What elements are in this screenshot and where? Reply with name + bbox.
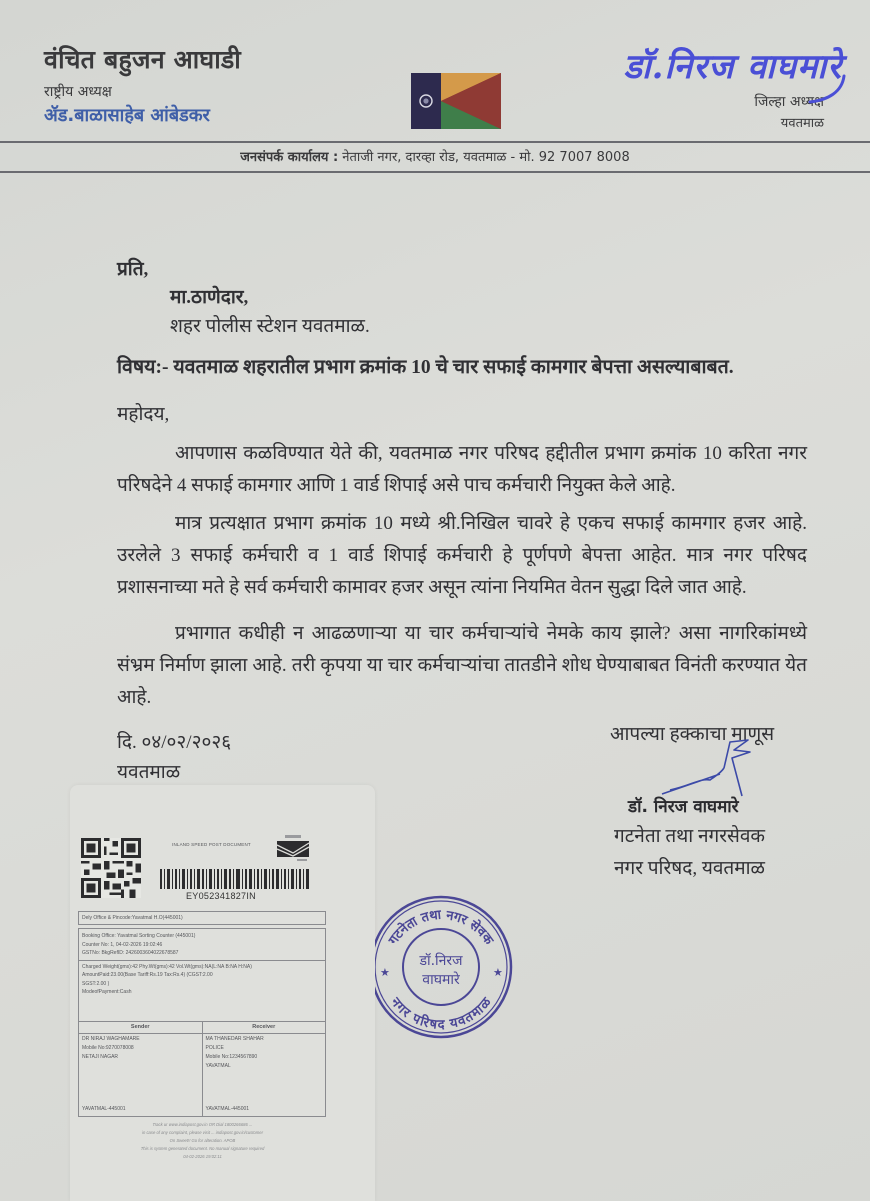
party-flag-icon — [411, 73, 501, 129]
sender-pin: YAVATMAL-445001 — [82, 1106, 126, 1112]
signature-icon — [660, 738, 770, 798]
district-name: यवतमाळ — [780, 116, 824, 131]
receiver-line: MA THANEDAR SHAHAR — [205, 1036, 264, 1042]
svg-text:★: ★ — [380, 966, 390, 979]
subject-line: विषय:- यवतमाळ शहरातील प्रभाग क्रमांक 10 चे चार सफाई कामगार बेपत्ता असल्याबाबत. — [117, 357, 734, 378]
booking-line: Counter No: 1, 04-02-2026 19:02:46 — [82, 941, 163, 948]
sender-line: DR NIRAJ WAGHAMARE — [82, 1036, 140, 1042]
swoosh-icon — [808, 74, 848, 104]
body-paragraph: आपणास कळविण्यात येते की, यवतमाळ नगर परिषद हद्दीतील प्रभाग क्रमांक 10 करिता नगर परिषदेने 4 सफाई कामगार आणि 1 वार्ड शिपाई असे पाच कर्मचारी नियुक्त केले आहे. — [117, 443, 807, 496]
receipt-footnotes — [80, 1121, 325, 1161]
receiver-column — [202, 1022, 326, 1116]
barcode-icon — [160, 869, 310, 889]
qr-code-icon — [81, 838, 141, 898]
booking-line: Booking Office: Yavatmal Sorting Counter (445001) — [82, 933, 196, 939]
body-paragraph: प्रभागात कधीही न आढळणाऱ्या या चार कर्मचाऱ्यांचे नेमके काय झाले? असा नागरिकांमध्ये संभ्रम निर्माण झाला आहे. तरी कृपया या चार कर्मचाऱ्यांचा तातडीने शोध घेण्याबाबत विनंती करण्यात येत आहे. — [117, 623, 807, 708]
signer-organization: नगर परिषद, यवतमाळ — [614, 858, 765, 879]
stamp-inner-line2: वाघमारे — [422, 972, 460, 988]
party-name: वंचित बहुजन आघाडी — [44, 45, 241, 74]
receiver-line: YAVATMAL — [205, 1063, 231, 1069]
salutation: महोदय, — [117, 404, 170, 425]
signer-name: डॉ. निरज वाघमारे — [628, 797, 739, 817]
charge-line: ModeofPayment:Cash — [82, 989, 132, 995]
stamp-outer-top: गटनेता तथा नगर सेवक — [385, 907, 496, 948]
sender-line: Mobile No:9270078008 — [82, 1045, 134, 1051]
letter-date: दि. ०४/०२/२०२६ — [117, 732, 232, 753]
addressee-station: शहर पोलीस स्टेशन यवतमाळ. — [170, 316, 370, 337]
booking-divider — [79, 960, 325, 961]
receiver-line: Mobile No:1234567890 — [205, 1054, 258, 1060]
document-type: INLAND SPEED POST DOCUMENT — [172, 842, 251, 847]
booking-details — [78, 928, 326, 1022]
footnote-line: On Sweet!! Go for alteration. APOB — [169, 1138, 236, 1143]
footnote-line: This is system generated document. No manual signature required — [140, 1146, 265, 1151]
president-label: राष्ट्रीय अध्यक्ष — [44, 84, 112, 100]
addressee: मा.ठाणेदार, — [170, 287, 249, 308]
sender-column — [79, 1022, 202, 1116]
footnote-line: 04-02-2026 19:02:11 — [183, 1154, 222, 1159]
contact-label: जनसंपर्क कार्यालय : — [240, 150, 339, 165]
recipient-prefix: प्रति, — [117, 259, 149, 280]
stamp-inner-line1: डॉ.निरज — [419, 953, 463, 969]
tracking-number: EY052341827IN — [186, 891, 256, 901]
header-divider-bottom — [0, 171, 870, 173]
district-role: जिल्हा अध्यक्ष — [754, 94, 824, 110]
footnote-line: in case of any complaint, please visit ... indiapost.gov.in/customer — [142, 1130, 263, 1135]
stamp-outer-bottom: नगर परिषद यवतमाळ — [387, 995, 495, 1033]
sender-header: Sender — [79, 1022, 202, 1034]
receiver-line: POLICE — [205, 1045, 224, 1051]
brand-name: डॉ.निरज वाघमारे — [623, 47, 842, 87]
charge-line: Charged Weight(gms):42 Phy.Wt(gms):42 Vol.Wt(gms):NA(L:NA B:NA H:NA) — [82, 963, 252, 970]
india-post-logo-icon — [275, 833, 311, 863]
header-divider-top — [0, 141, 870, 143]
sender-receiver-table — [78, 1021, 326, 1117]
official-stamp — [366, 892, 516, 1042]
contact-details: नेताजी नगर, दारव्हा रोड, यवतमाळ - मो. 92 7007 8008 — [338, 150, 630, 165]
letterhead-left — [44, 42, 241, 127]
svg-text:★: ★ — [493, 966, 503, 979]
charge-line: SGST:2.00 ) — [82, 980, 110, 987]
receiver-header: Receiver — [203, 1022, 326, 1034]
receiver-pin: YAVATMAL-445001 — [205, 1106, 250, 1112]
president-name: ॲड.बाळासाहेब आंबेडकर — [44, 105, 210, 126]
body-paragraph: मात्र प्रत्यक्षात प्रभाग क्रमांक 10 मध्ये श्री.निखिल चावरे हे एकच सफाई कामगार हजर आहे. उरलेले 3 सफाई कर्मचारी व 1 वार्ड शिपाई कर्मचारी हे पूर्णपणे बेपत्ता आहेत. मात्र नगर परिषद प्रशासनाच्या मते हे सर्व कर्मचारी कामावर हजर असून त्यांना नियमित वेतन सुद्धा दिले जात आहे. — [117, 513, 807, 598]
delivery-office: Dely Office & Pincode:Yavatmal H.O(445001) — [78, 911, 326, 925]
closing-phrase: आपल्या हक्काचा माणूस — [610, 724, 775, 745]
contact-line — [0, 147, 870, 165]
speed-post-receipt — [70, 785, 375, 1201]
sender-line: NETAJI NAGAR — [82, 1054, 119, 1060]
booking-line: GSTNo: BkgRefID: 24260036040226​78587 — [82, 950, 179, 956]
letterhead-right — [623, 47, 842, 131]
signer-role: गटनेता तथा नगरसेवक — [614, 826, 765, 847]
letter-place: यवतमाळ — [117, 762, 181, 783]
footnote-line: Track ur www.indiapost.gov.in OR Dial 1800266686 ... — [152, 1122, 253, 1127]
charge-line: AmountPaid:23.00(Base Tariff:Rs.19 Tax:Rs.4) (CGST:2.00 — [82, 972, 213, 978]
